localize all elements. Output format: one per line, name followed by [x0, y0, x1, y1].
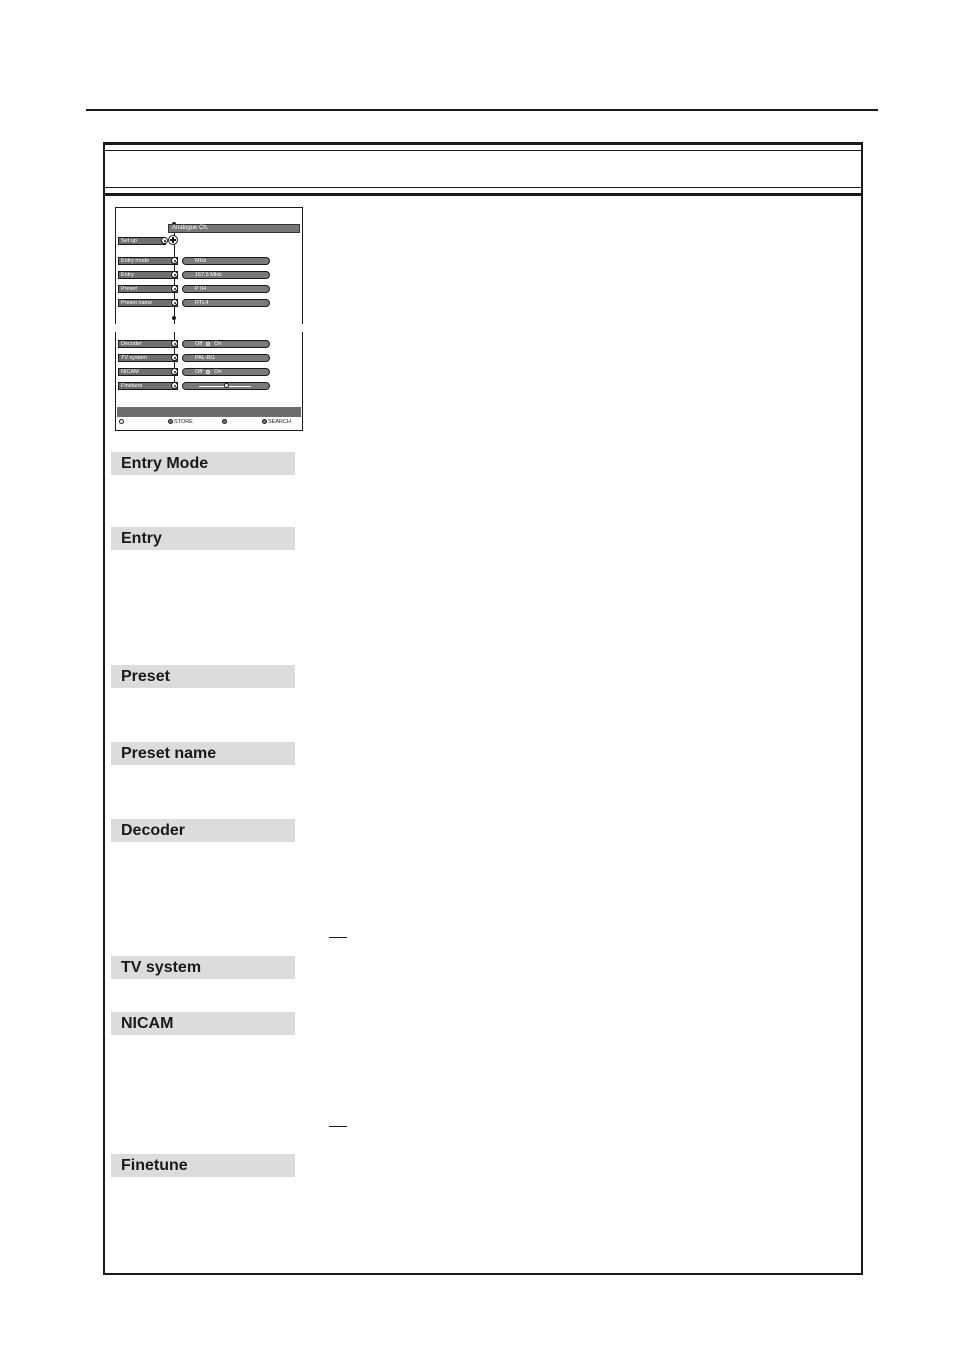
- osd-row-label-entry-mode: Entry mode: [118, 257, 178, 265]
- back-button-icon: [119, 419, 125, 426]
- finetune-slider-thumb: [224, 383, 229, 388]
- toggle-dot-icon: [206, 370, 210, 374]
- osd-row-label-finetune: Finetune: [118, 382, 178, 390]
- osd-value-tv-system: PAL-BG: [182, 354, 270, 362]
- osd-setup-knob: [161, 237, 168, 244]
- osd-decoder-off: Off: [195, 341, 203, 347]
- section-heading-finetune: Finetune: [111, 1154, 295, 1177]
- osd-knob: [171, 271, 178, 278]
- osd-title: Analogue Ch.: [168, 224, 300, 233]
- navigation-cross-icon: [168, 235, 178, 245]
- store-hint: [168, 419, 193, 426]
- osd-value-entry-mode: MHz: [182, 257, 270, 265]
- section-heading-entry-mode: Entry Mode: [111, 452, 295, 475]
- osd-value-entry: 167.5 MHz: [182, 271, 270, 279]
- osd-value-decoder: [182, 340, 270, 348]
- osd-nicam-on: On: [214, 369, 222, 375]
- search-label: SEARCH: [268, 419, 291, 425]
- osd-footer: [118, 419, 300, 427]
- osd-row-label-nicam: NICAM: [118, 368, 178, 376]
- store-button-icon: [168, 419, 173, 424]
- osd-setup-label: Set up: [118, 237, 166, 245]
- osd-value-preset-name: RTL4: [182, 299, 270, 307]
- section-heading-tv-system: TV system: [111, 956, 295, 979]
- osd-knob: [171, 299, 178, 306]
- blank-button-icon: [222, 419, 228, 426]
- note-rule: [329, 937, 347, 938]
- osd-menu-illustration: [115, 207, 303, 431]
- osd-value-finetune: [182, 382, 270, 390]
- osd-row-label-preset: Preset: [118, 285, 178, 293]
- search-hint: [262, 419, 291, 426]
- content-frame: [103, 142, 863, 1275]
- section-heading-preset: Preset: [111, 665, 295, 688]
- osd-row-label-preset-name: Preset name: [118, 299, 178, 307]
- osd-knob: [171, 382, 178, 389]
- osd-row-label-entry: Entry: [118, 271, 178, 279]
- section-heading-decoder: Decoder: [111, 819, 295, 842]
- header-rule: [105, 193, 861, 196]
- section-heading-nicam: NICAM: [111, 1012, 295, 1035]
- osd-row-label-decoder: Decoder: [118, 340, 178, 348]
- toggle-dot-icon: [206, 342, 210, 346]
- osd-knob: [171, 285, 178, 292]
- search-button-icon: [262, 419, 267, 424]
- header-band: [105, 150, 861, 188]
- note-rule: [329, 1126, 347, 1127]
- osd-connector-dot: [172, 316, 176, 320]
- osd-nicam-off: Off: [195, 369, 203, 375]
- osd-scroll-gap: [115, 324, 303, 332]
- osd-knob: [171, 354, 178, 361]
- osd-value-nicam: [182, 368, 270, 376]
- store-label: STORE: [174, 419, 193, 425]
- osd-footer-bar: [117, 407, 301, 417]
- osd-decoder-on: On: [214, 341, 222, 347]
- osd-value-preset: P 04: [182, 285, 270, 293]
- section-heading-preset-name: Preset name: [111, 742, 295, 765]
- osd-knob: [171, 340, 178, 347]
- osd-row-label-tv-system: TV system: [118, 354, 178, 362]
- top-rule: [86, 109, 878, 111]
- osd-knob: [171, 257, 178, 264]
- osd-knob: [171, 368, 178, 375]
- section-heading-entry: Entry: [111, 527, 295, 550]
